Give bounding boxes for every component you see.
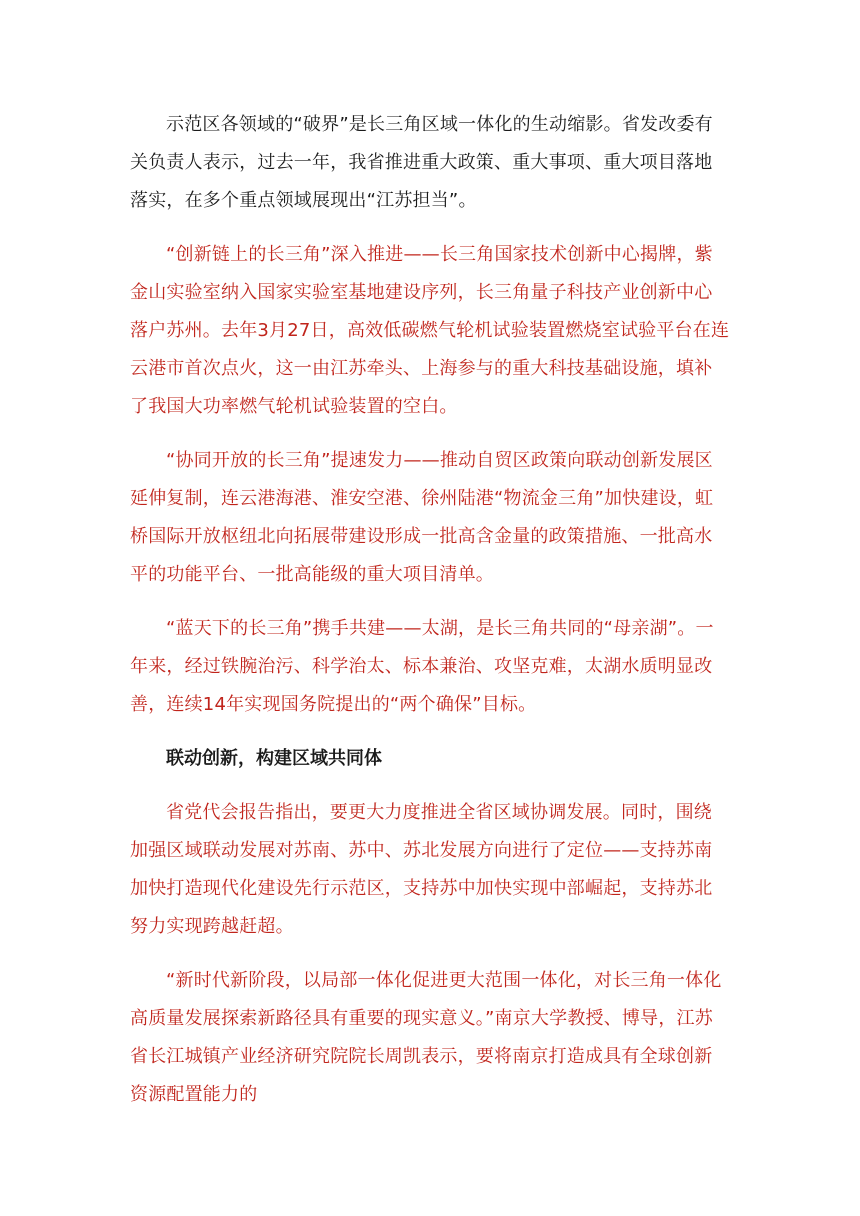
paragraph-party-congress: 省党代会报告指出，要更大力度推进全省区域协调发展。同时，围绕加强区域联动发展对苏南、苏中、苏北发展方向进行了定位——支持苏南加快打造现代化建设先行示范区，支持苏中加快实现中部崛起，支持苏北努力实现跨越赶超。 bbox=[130, 802, 713, 937]
paragraph-blue-sky: “蓝天下的长三角”携手共建——太湖，是长三角共同的“母亲湖”。一年来，经过铁腕治污、科学治太、标本兼治、攻坚克难，太湖水质明显改善，连续14年实现国务院提出的“两个确保”目标。 bbox=[130, 618, 714, 715]
paragraph-intro: 示范区各领域的“破界”是长三角区域一体化的生动缩影。省发改委有关负责人表示，过去一年，我省推进重大政策、重大事项、重大项目落地落实，在多个重点领域展现出“江苏担当”。 bbox=[130, 114, 713, 211]
paragraph-new-era: “新时代新阶段，以局部一体化促进更大范围一体化，对长三角一体化高质量发展探索新路径具有重要的现实意义。”南京大学教授、博导，江苏省长江城镇产业经济研究院院长周凯表示，要将南京打造成具有全球创新资源配置能力的 bbox=[130, 970, 722, 1105]
article-body bbox=[130, 106, 730, 1130]
paragraph-open-cooperation: “协同开放的长三角”提速发力——推动自贸区政策向联动创新发展区延伸复制，连云港海港、淮安空港、徐州陆港“物流金三角”加快建设，虹桥国际开放枢纽北向拓展带建设形成一批高含金量的政策措施、一批高水平的功能平台、一批高能级的重大项目清单。 bbox=[130, 450, 714, 585]
paragraph-innovation-chain: “创新链上的长三角”深入推进——长三角国家技术创新中心揭牌，紫金山实验室纳入国家实验室基地建设序列，长三角量子科技产业创新中心落户苏州。去年3月27日，高效低碳燃气轮机试验装置燃烧室试验平台在连云港市首次点火，这一由江苏牵头、上海参与的重大科技基础设施，填补了我国大功率燃气轮机试验装置的空白。 bbox=[130, 244, 730, 417]
section-heading: 联动创新，构建区域共同体 bbox=[166, 748, 382, 769]
